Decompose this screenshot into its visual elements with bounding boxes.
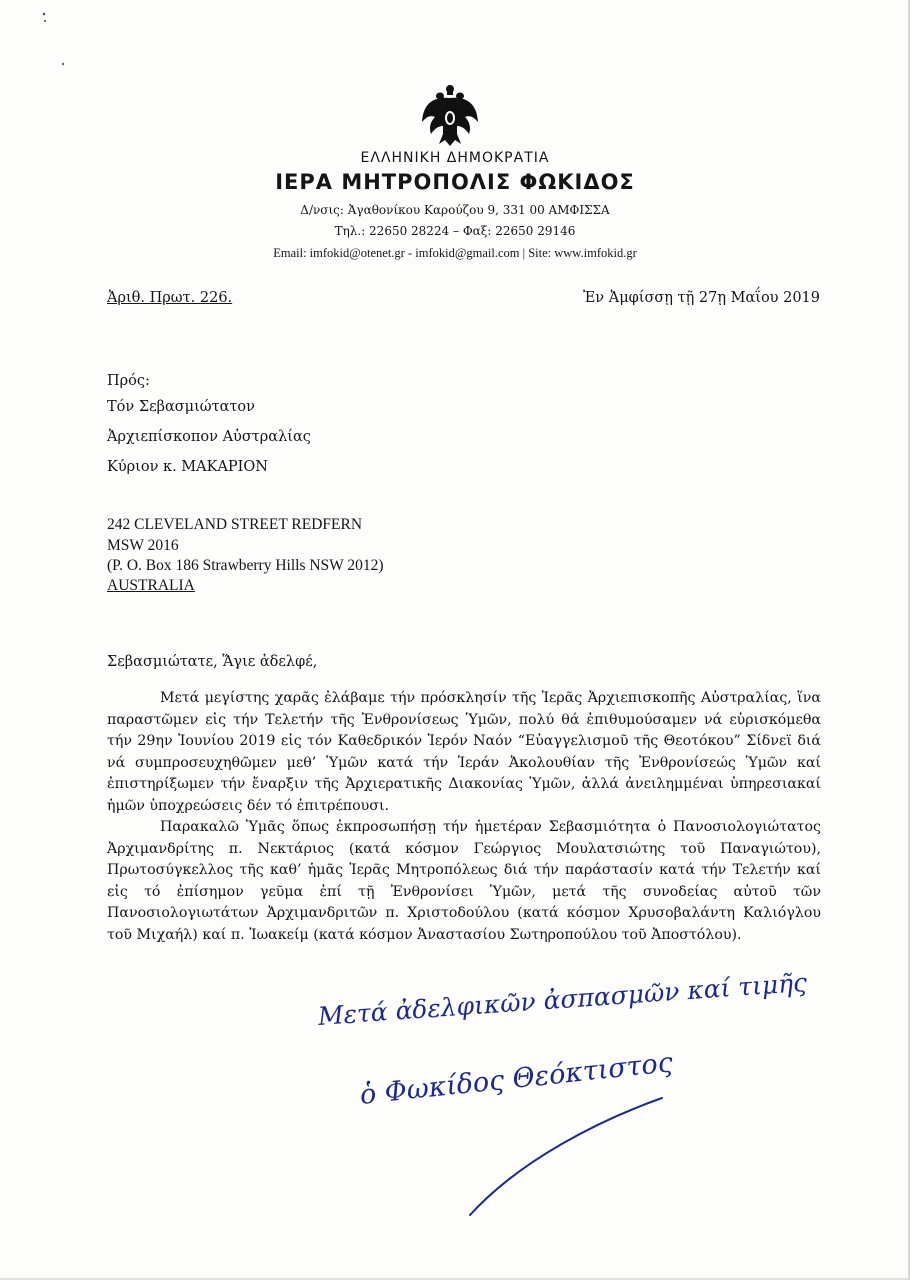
double-headed-eagle-icon bbox=[421, 84, 479, 148]
postal-street: 242 CLEVELAND STREET REDFERN bbox=[107, 516, 363, 533]
protocol-number: Ἀριθ. Πρωτ. 226. bbox=[107, 290, 233, 306]
place-date: Ἐν Ἀμφίσσῃ τῇ 27ῃ Μαΐου 2019 bbox=[582, 290, 820, 306]
country-heading: ΕΛΛΗΝΙΚΗ ΔΗΜΟΚΡΑΤΙΑ bbox=[360, 150, 550, 166]
postal-po-box: (P. O. Box 186 Strawberry Hills NSW 2012) bbox=[107, 557, 384, 574]
postal-address-line: Δ/νσις: Ἀγαθονίκου Καρούζου 9, 331 00 ΑΜΦΙΣΣΑ bbox=[300, 203, 610, 217]
recipient-line-3: Κύριον κ. ΜΑΚΑΡΙΟΝ bbox=[107, 459, 268, 475]
recipient-line-1: Τόν Σεβασμιώτατον bbox=[107, 399, 255, 415]
organization-title: ΙΕΡΑ ΜΗΤΡΟΠΟΛΙΣ ΦΩΚΙΔΟΣ bbox=[275, 170, 635, 194]
closing-handwritten: Μετά ἀδελφικῶν ἀσπασμῶν καί τιμῆς bbox=[316, 967, 808, 1031]
recipient-line-2: Ἀρχιεπίσκοπον Αὐστραλίας bbox=[107, 429, 311, 445]
to-label: Πρός: bbox=[107, 373, 150, 389]
contact-line: Email: imfokid@otenet.gr - imfokid@gmail.com | Site: www.imfokid.gr bbox=[273, 246, 637, 260]
signer-handwritten: ὁ Φωκίδος Θεόκτιστος bbox=[358, 1047, 675, 1111]
phone-fax-line: Τηλ.: 22650 28224 – Φαξ: 22650 29146 bbox=[334, 224, 576, 238]
body-paragraph-2: Παρακαλῶ Ὑμᾶς ὅπως ἐκπροσωπήσῃ τήν ἡμετέραν Σεβασμιότητα ὁ Πανοσιολογιώτατος Ἀρχιμανδρίτης π. Νεκτάριος (κατά κόσμον Γεώργιος Μουλατσιώτης τοῦ Παναγιώτου), Πρωτοσύγκελλος τῆς καθ’ ἡμᾶς Ἱερᾶς Μητροπόλεως διά τήν παράστασίν κατά τήν Τελετήν καί εἰς τό ἐπίσημον γεῦμα ἐπί τῇ Ἐνθρονίσει Ὑμῶν, μετά τῆς συνοδείας αὐτοῦ τῶν Πανοσιολογιωτάτων Ἀρχιμανδριτῶν π. Χριστοδούλου (κατά κόσμον Χρυσοβαλάντη Καλιόγλου τοῦ Μιχαήλ) καί π. Ἰωακείμ (κατά κόσμον Ἀναστασίου Σωτηροπούλου τοῦ Ἀποστόλου). bbox=[107, 819, 821, 943]
greeting: Σεβασμιώτατε, Ἅγιε ἀδελφέ, bbox=[107, 654, 318, 670]
letter-body bbox=[107, 688, 821, 946]
scan-specks bbox=[0, 0, 910, 80]
postal-country: AUSTRALIA bbox=[107, 577, 195, 594]
body-paragraph-1: Μετά μεγίστης χαρᾶς ἐλάβαμε τήν πρόσκλησίν τῆς Ἱερᾶς Ἀρχιεπισκοπῆς Αὐστραλίας, ἵνα παραστῶμεν εἰς τήν Τελετήν τῆς Ἐνθρονίσεως Ὑμῶν, πολύ θά ἐπιθυμούσαμεν νά εὑρισκόμεθα τήν 29ην Ἰουνίου 2019 εἰς τόν Καθεδρικόν Ἱερόν Ναόν “Εὐαγγελισμοῦ τῆς Θεοτόκου” Σίδνεϊ διά νά συμπροσευχηθῶμεν μεθ’ Ὑμῶν κατά τήν Ἱεράν Ἀκολουθίαν τῆς Ἐνθρονίσεώς Ὑμῶν καί ἐπιστηρίξωμεν τήν ἔναρξιν τῆς Ἀρχιερατικῆς Διακονίας Ὑμῶν, ἀλλά ἀνειλημμέναι ὑπηρεσιακαί ἡμῶν ὑποχρεώσεις δέν τό ἐπιτρέπουσι. bbox=[107, 690, 821, 814]
postal-code: MSW 2016 bbox=[107, 537, 179, 554]
